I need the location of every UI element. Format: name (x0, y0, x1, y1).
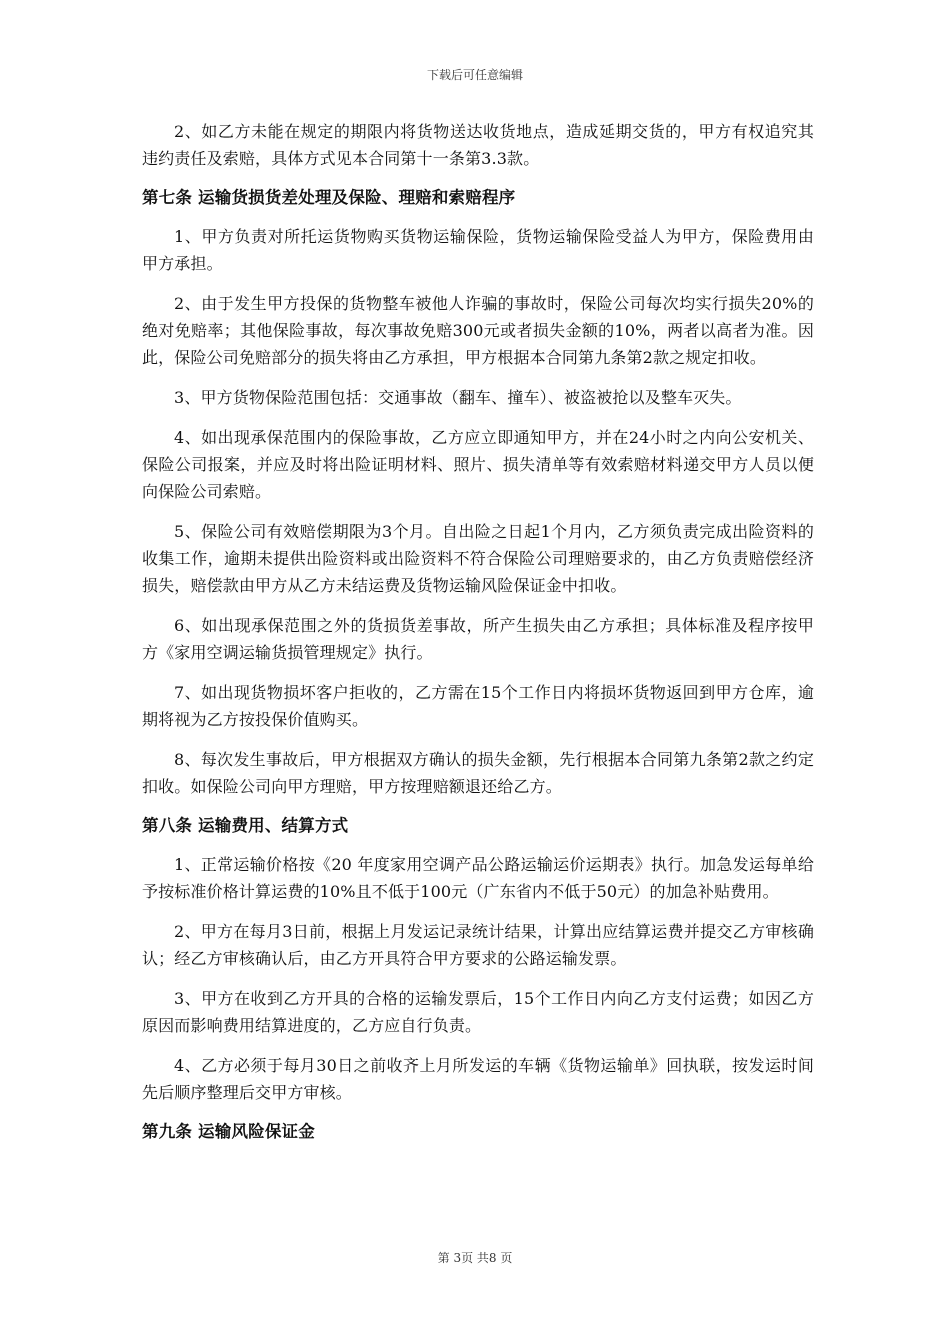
article-7-item-1: 1、甲方负责对所托运货物购买货物运输保险，货物运输保险受益人为甲方，保险费用由甲方承担。 (142, 227, 814, 273)
article-7-item-8: 8、每次发生事故后，甲方根据双方确认的损失金额，先行根据本合同第九条第2款之约定扣收。如保险公司向甲方理赔，甲方按理赔额退还给乙方。 (142, 750, 814, 796)
document-body (142, 118, 814, 1157)
article-7-item-5: 5、保险公司有效赔偿期限为3个月。自出险之日起1个月内，乙方须负责完成出险资料的收集工作，逾期未提供出险资料或出险资料不符合保险公司理赔要求的，由乙方负责赔偿经济损失，赔偿款由甲方从乙方未结运费及货物运输风险保证金中扣收。 (142, 522, 814, 595)
article-8-item-2: 2、甲方在每月3日前，根据上月发运记录统计结果，计算出应结算运费并提交乙方审核确认；经乙方审核确认后，由乙方开具符合甲方要求的公路运输发票。 (142, 922, 814, 968)
article-7-item-4: 4、如出现承保范围内的保险事故，乙方应立即通知甲方，并在24小时之内向公安机关、保险公司报案，并应及时将出险证明材料、照片、损失清单等有效索赔材料递交甲方人员以便向保险公司索赔。 (142, 428, 814, 501)
article-7-item-3: 3、甲方货物保险范围包括：交通事故（翻车、撞车）、被盗被抢以及整车灭失。 (174, 388, 742, 407)
clause-6-item-2: 2、如乙方未能在规定的期限内将货物送达收货地点，造成延期交货的，甲方有权追究其违约责任及索赔，具体方式见本合同第十一条第3.3款。 (142, 122, 814, 168)
page-header: 下载后可任意编辑 (426, 68, 523, 82)
article-7-item-2: 2、由于发生甲方投保的货物整车被他人诈骗的事故时，保险公司每次均实行损失20%的绝对免赔率；其他保险事故，每次事故免赔300元或者损失金额的10%，两者以高者为准。因此，保险公司免赔部分的损失将由乙方承担，甲方根据本合同第九条第2款之规定扣收。 (142, 294, 814, 367)
article-9-heading: 第九条 运输风险保证金 (142, 1122, 315, 1141)
article-8-item-4: 4、乙方必须于每月30日之前收齐上月所发运的车辆《货物运输单》回执联，按发运时间先后顺序整理后交甲方审核。 (142, 1056, 814, 1102)
article-8-item-1: 1、正常运输价格按《20 年度家用空调产品公路运输运价运期表》执行。加急发运每单给予按标准价格计算运费的10%且不低于100元（广东省内不低于50元）的加急补贴费用。 (142, 855, 814, 901)
article-7-item-6: 6、如出现承保范围之外的货损货差事故，所产生损失由乙方承担；具体标准及程序按甲方《家用空调运输货损管理规定》执行。 (142, 616, 814, 662)
article-7-item-7: 7、如出现货物损坏客户拒收的，乙方需在15个工作日内将损坏货物返回到甲方仓库，逾期将视为乙方按投保价值购买。 (142, 683, 814, 729)
article-7-heading: 第七条 运输货损货差处理及保险、理赔和索赔程序 (142, 188, 516, 207)
page-footer: 第 3页 共8 页 (437, 1251, 513, 1265)
article-8-item-3: 3、甲方在收到乙方开具的合格的运输发票后，15个工作日内向乙方支付运费；如因乙方原因而影响费用结算进度的，乙方应自行负责。 (142, 989, 814, 1035)
article-8-heading: 第八条 运输费用、结算方式 (142, 816, 349, 835)
